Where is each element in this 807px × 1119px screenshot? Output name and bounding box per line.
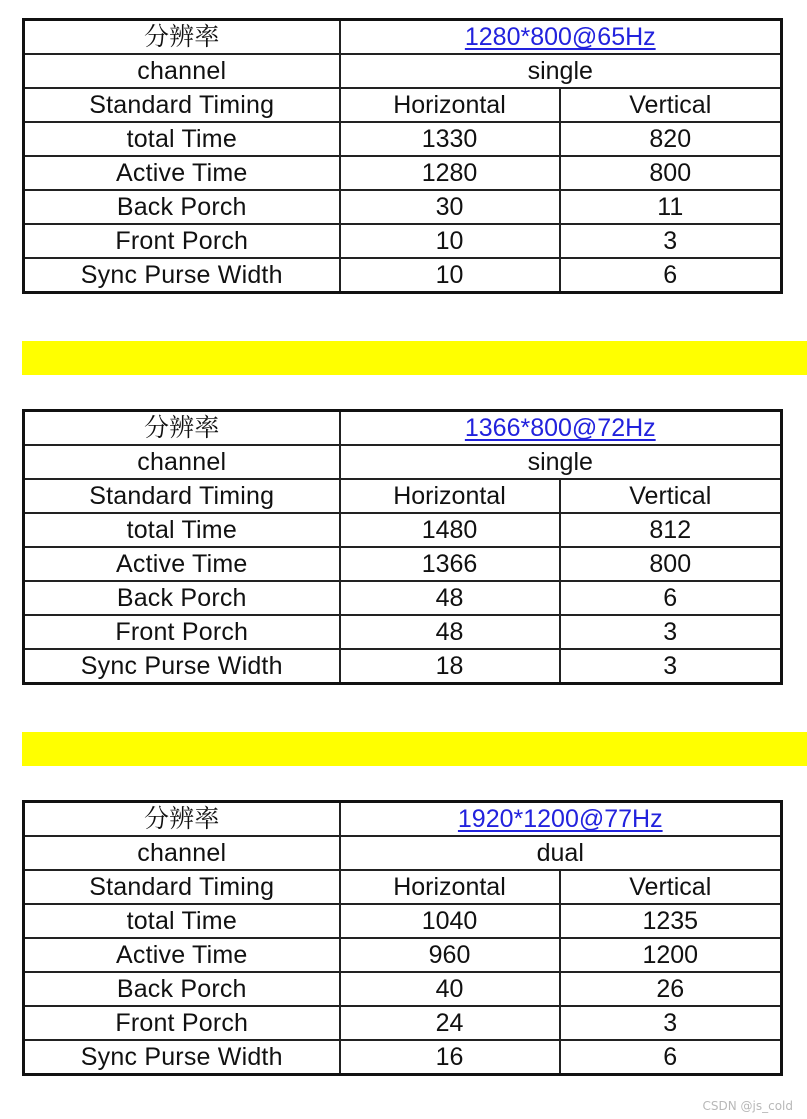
table-row xyxy=(24,513,782,547)
standard-timing-label: Standard Timing xyxy=(24,870,340,904)
resolution-link[interactable]: 1366*800@72Hz xyxy=(464,414,656,442)
horizontal-header: Horizontal xyxy=(340,479,560,513)
row-label: Back Porch xyxy=(24,972,340,1006)
channel-value: dual xyxy=(340,836,782,870)
horizontal-value: 48 xyxy=(340,581,560,615)
row-label: total Time xyxy=(24,122,340,156)
vertical-value: 3 xyxy=(560,615,782,649)
channel-row xyxy=(24,54,782,88)
channel-label: channel xyxy=(24,836,340,870)
vertical-value: 6 xyxy=(560,258,782,293)
table-row xyxy=(24,649,782,684)
resolution-label: 分辨率 xyxy=(24,802,340,837)
vertical-value: 3 xyxy=(560,224,782,258)
horizontal-value: 960 xyxy=(340,938,560,972)
standard-timing-label: Standard Timing xyxy=(24,479,340,513)
horizontal-value: 40 xyxy=(340,972,560,1006)
resolution-label: 分辨率 xyxy=(24,411,340,446)
vertical-value: 1200 xyxy=(560,938,782,972)
row-label: Active Time xyxy=(24,938,340,972)
row-label: Sync Purse Width xyxy=(24,649,340,684)
channel-value: single xyxy=(340,445,782,479)
table-row xyxy=(24,1006,782,1040)
vertical-value: 6 xyxy=(560,1040,782,1075)
row-label: Back Porch xyxy=(24,581,340,615)
table-row xyxy=(24,547,782,581)
table-row xyxy=(24,224,782,258)
horizontal-value: 1330 xyxy=(340,122,560,156)
timing-header-row xyxy=(24,870,782,904)
vertical-value: 26 xyxy=(560,972,782,1006)
horizontal-value: 18 xyxy=(340,649,560,684)
vertical-value: 800 xyxy=(560,547,782,581)
horizontal-header: Horizontal xyxy=(340,870,560,904)
horizontal-value: 10 xyxy=(340,258,560,293)
resolution-row xyxy=(24,411,782,446)
horizontal-value: 16 xyxy=(340,1040,560,1075)
vertical-header: Vertical xyxy=(560,870,782,904)
channel-value: single xyxy=(340,54,782,88)
highlight-bar-1 xyxy=(22,341,807,375)
resolution-link[interactable]: 1280*800@65Hz xyxy=(464,23,656,51)
vertical-value: 6 xyxy=(560,581,782,615)
table-row xyxy=(24,122,782,156)
channel-row xyxy=(24,836,782,870)
row-label: Active Time xyxy=(24,156,340,190)
row-label: total Time xyxy=(24,904,340,938)
horizontal-value: 30 xyxy=(340,190,560,224)
vertical-value: 820 xyxy=(560,122,782,156)
horizontal-header: Horizontal xyxy=(340,88,560,122)
vertical-value: 1235 xyxy=(560,904,782,938)
vertical-value: 11 xyxy=(560,190,782,224)
horizontal-value: 1280 xyxy=(340,156,560,190)
row-label: Back Porch xyxy=(24,190,340,224)
channel-row xyxy=(24,445,782,479)
horizontal-value: 1366 xyxy=(340,547,560,581)
resolution-cell xyxy=(340,802,782,837)
horizontal-value: 24 xyxy=(340,1006,560,1040)
row-label: Front Porch xyxy=(24,224,340,258)
timing-table-1366x800 xyxy=(22,409,783,685)
table-row xyxy=(24,258,782,293)
table-row xyxy=(24,156,782,190)
vertical-header: Vertical xyxy=(560,88,782,122)
horizontal-value: 1480 xyxy=(340,513,560,547)
row-label: Front Porch xyxy=(24,1006,340,1040)
horizontal-value: 1040 xyxy=(340,904,560,938)
channel-label: channel xyxy=(24,445,340,479)
resolution-row xyxy=(24,802,782,837)
table-row xyxy=(24,938,782,972)
watermark: CSDN @js_cold xyxy=(702,1099,793,1113)
table-row xyxy=(24,190,782,224)
vertical-value: 800 xyxy=(560,156,782,190)
vertical-header: Vertical xyxy=(560,479,782,513)
row-label: Front Porch xyxy=(24,615,340,649)
resolution-row xyxy=(24,20,782,55)
row-label: Sync Purse Width xyxy=(24,1040,340,1075)
table-row xyxy=(24,1040,782,1075)
channel-label: channel xyxy=(24,54,340,88)
row-label: Sync Purse Width xyxy=(24,258,340,293)
table-row xyxy=(24,615,782,649)
horizontal-value: 10 xyxy=(340,224,560,258)
timing-header-row xyxy=(24,88,782,122)
timing-table-1280x800 xyxy=(22,18,783,294)
timing-table-1920x1200 xyxy=(22,800,783,1076)
table-row xyxy=(24,581,782,615)
row-label: Active Time xyxy=(24,547,340,581)
resolution-cell xyxy=(340,411,782,446)
table-row xyxy=(24,972,782,1006)
timing-header-row xyxy=(24,479,782,513)
table-row xyxy=(24,904,782,938)
vertical-value: 3 xyxy=(560,1006,782,1040)
horizontal-value: 48 xyxy=(340,615,560,649)
resolution-cell xyxy=(340,20,782,55)
resolution-label: 分辨率 xyxy=(24,20,340,55)
standard-timing-label: Standard Timing xyxy=(24,88,340,122)
vertical-value: 812 xyxy=(560,513,782,547)
resolution-link[interactable]: 1920*1200@77Hz xyxy=(457,805,663,833)
row-label: total Time xyxy=(24,513,340,547)
highlight-bar-2 xyxy=(22,732,807,766)
vertical-value: 3 xyxy=(560,649,782,684)
